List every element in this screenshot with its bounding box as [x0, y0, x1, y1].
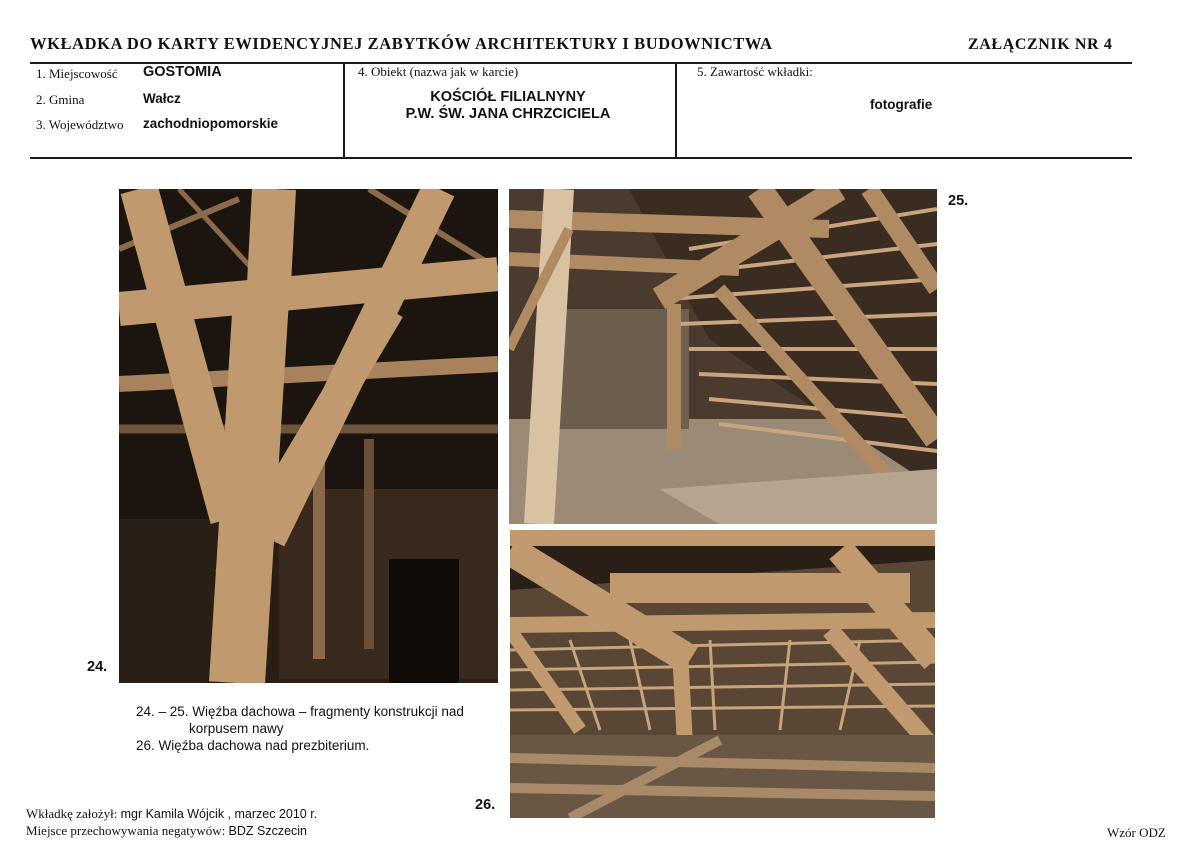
caption-line-2: korpusem nawy	[189, 721, 284, 736]
photo-25	[509, 189, 937, 524]
object-label: 4. Obiekt (nazwa jak w karcie)	[358, 64, 519, 79]
photo-26	[510, 530, 935, 818]
commune-label: 2. Gmina	[36, 92, 85, 107]
created-by-line	[26, 806, 317, 822]
created-by-value: mgr Kamila Wójcik , marzec 2010 r.	[120, 807, 318, 821]
commune-value: Wałcz	[143, 91, 181, 106]
photo-caption	[136, 703, 506, 754]
photo-24-image	[119, 189, 498, 683]
locality-value: GOSTOMIA	[143, 64, 222, 80]
negatives-storage-value: BDZ Szczecin	[228, 824, 308, 838]
caption-line-3: 26. Więźba dachowa nad prezbiterium.	[136, 738, 370, 753]
photo-26-number: 26.	[475, 797, 496, 813]
photo-25-image	[509, 189, 937, 524]
annex-label: ZAŁĄCZNIK NR 4	[968, 36, 1113, 53]
template-code: Wzór ODZ	[1107, 825, 1166, 840]
object-name-line2: P.W. ŚW. JANA CHRZCICIELA	[405, 106, 611, 122]
photo-25-number: 25.	[948, 193, 969, 209]
contents-value: fotografie	[870, 97, 933, 112]
created-by-label: Wkładkę założył:	[26, 806, 118, 821]
voivodeship-label: 3. Województwo	[36, 117, 124, 132]
table-bottom-border	[30, 157, 1132, 159]
negatives-storage-label: Miejsce przechowywania negatywów:	[26, 823, 226, 838]
caption-line-1: 24. – 25. Więźba dachowa – fragmenty konstrukcji nad	[136, 704, 464, 719]
locality-label: 1. Miejscowość	[36, 66, 118, 81]
table-divider-2	[675, 62, 677, 159]
photo-24	[119, 189, 498, 683]
photo-24-number: 24.	[87, 659, 108, 675]
contents-label: 5. Zawartość wkładki:	[697, 64, 813, 79]
photo-26-image	[510, 530, 935, 818]
card-title: WKŁADKA DO KARTY EWIDENCYJNEJ ZABYTKÓW ARCHITEKTURY I BUDOWNICTWA	[30, 34, 773, 53]
voivodeship-value: zachodniopomorskie	[143, 116, 279, 131]
object-name-line1: KOŚCIÓŁ FILIALNYNY	[430, 89, 586, 105]
negatives-storage-line	[26, 823, 307, 839]
